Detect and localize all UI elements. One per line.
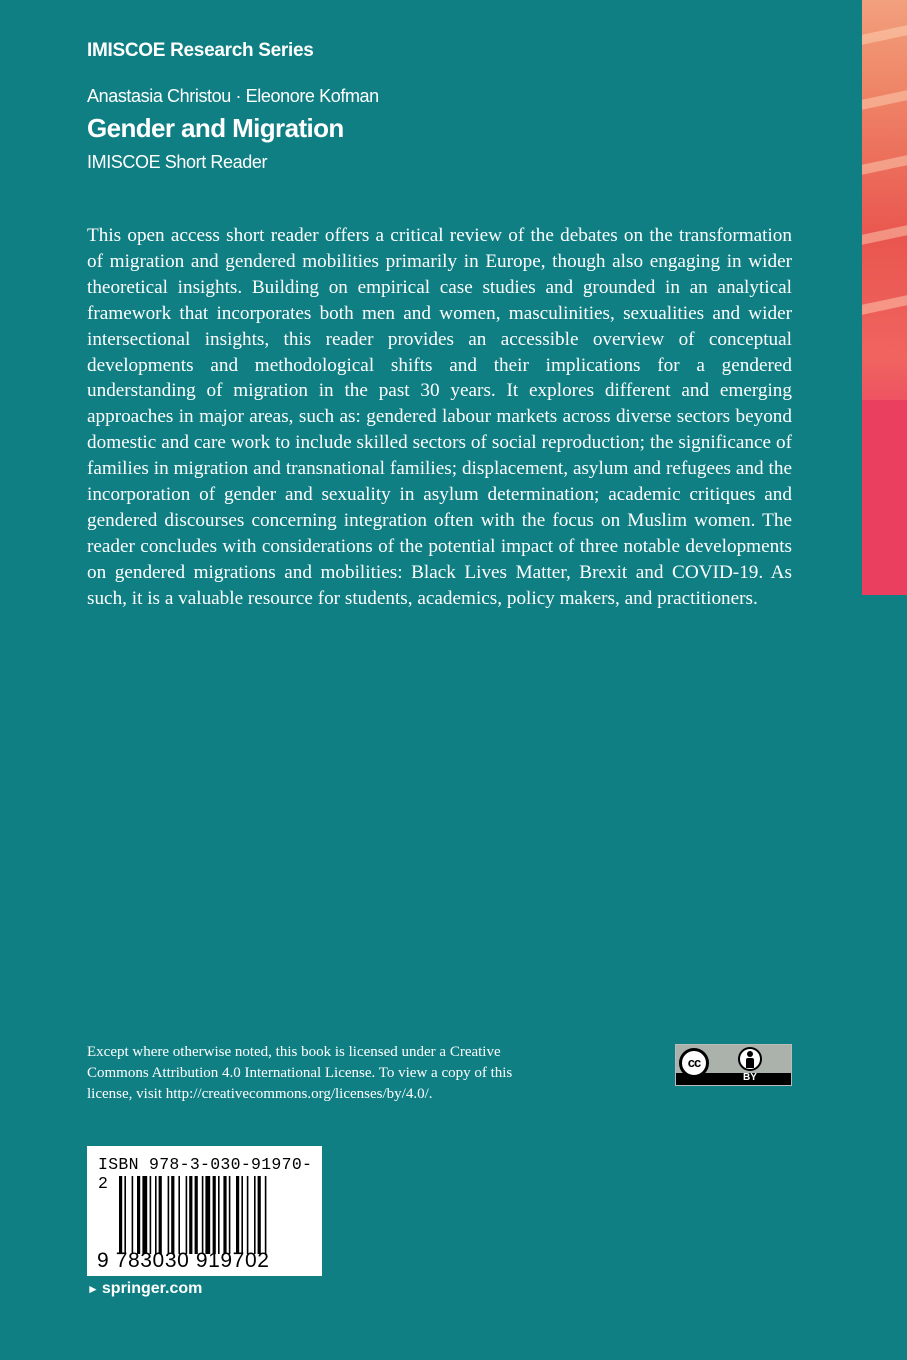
isbn-barcode — [87, 1146, 322, 1276]
barcode-bars — [119, 1176, 309, 1254]
publisher-url: springer.com — [101, 1280, 203, 1297]
decorative-edge-strip — [862, 0, 907, 595]
authors: Anastasia Christou · Eleonore Kofman — [87, 86, 379, 106]
arrow-right-icon: ► — [87, 1282, 99, 1296]
isbn-number: ISBN 978-3-030-91970-2 — [98, 1155, 313, 1193]
license-notice: Except where otherwise noted, this book is licensed under a Creative Commons Attribution 4.0 International License. To view a copy of this license, visit http://creativecommons.org/licenses/by/4.0/. — [87, 1044, 513, 1102]
barcode-digits: 9 783030 919702 — [97, 1249, 270, 1272]
cc-logo-icon: cc — [679, 1048, 709, 1078]
publisher-link[interactable] — [87, 1280, 202, 1298]
series-name: IMISCOE Research Series — [87, 40, 314, 61]
book-title: Gender and Migration — [87, 113, 344, 143]
attribution-person-icon — [738, 1047, 762, 1071]
creative-commons-by-icon — [675, 1044, 792, 1086]
by-label: BY — [743, 1072, 757, 1083]
book-subtitle: IMISCOE Short Reader — [87, 152, 268, 172]
book-blurb: This open access short reader offers a critical review of the debates on the transformation of migration and gendered mobilities primarily in Europe, though also engaging in wider theoretical insights. Building on empirical case studies and grounded in an analytical framework that incorporates both men and women, masculinities, sexualities and wider intersectional insights, this reader provides an accessible overview of conceptual developments and methodological shifts and their implications for a gendered understanding of migration in the past 30 years. It explores different and emerging approaches in major areas, such as: gendered labour markets across diverse sectors beyond domestic and care work to include skilled sectors of social reproduction; the significance of families in migration and transnational families; displacement, asylum and refugees and the incorporation of gender and sexuality in asylum determination; academic critiques and gendered discourses concerning integration often with the focus on Muslim women. The reader concludes with considerations of the potential impact of three notable developments on gendered migrations and mobilities: Black Lives Matter, Brexit and COVID-19. As such, it is a valuable resource for students, academics, policy makers, and practitioners. — [87, 225, 792, 609]
